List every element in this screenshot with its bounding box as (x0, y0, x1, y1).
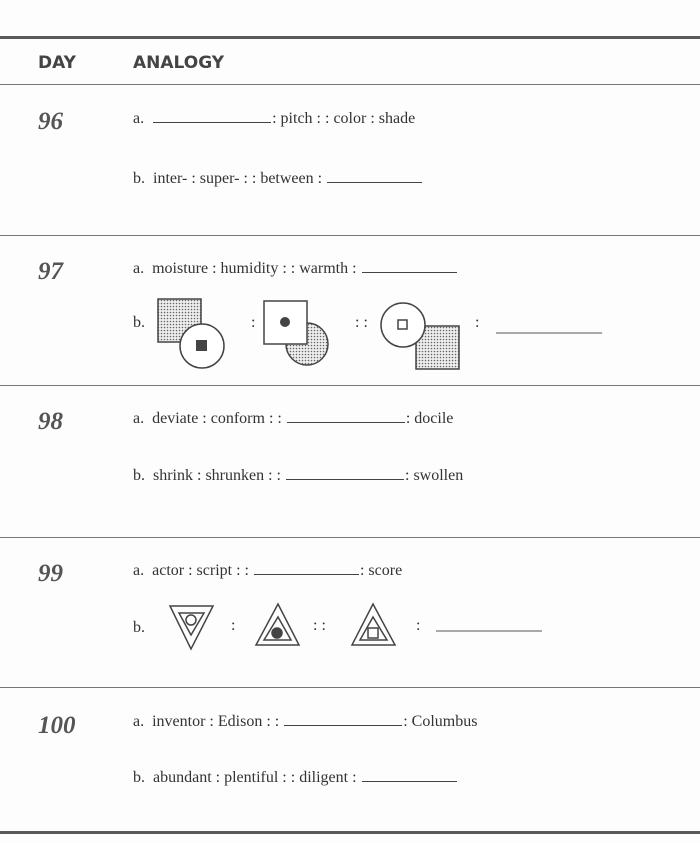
answer-blank[interactable] (327, 181, 422, 183)
figure-triangle-filled-dot (256, 604, 299, 645)
item-text-after: : swollen (405, 467, 464, 484)
shape-figures (133, 290, 613, 380)
item-label: a. (133, 110, 145, 127)
answer-blank[interactable] (153, 121, 271, 123)
figure-dotted-square-circle-filled-square (158, 299, 224, 368)
row-divider (0, 537, 700, 538)
item-text-before: abundant : plentiful : : diligent : (153, 769, 357, 786)
answer-blank[interactable] (284, 724, 402, 726)
item-label: b. (133, 314, 145, 331)
item-text-after: : score (359, 562, 403, 579)
analogy-item (133, 769, 458, 787)
item-text-after: : docile (405, 410, 454, 427)
analogy-item (133, 562, 402, 580)
analogy-item (133, 170, 423, 188)
item-text-before: inventor : Edison : : (152, 713, 280, 730)
answer-blank[interactable] (254, 573, 359, 575)
analogy-item (133, 467, 463, 485)
ratio-colon: : (416, 617, 421, 634)
item-label: b. (133, 170, 145, 187)
day-number: 97 (38, 258, 63, 285)
item-text-before: actor : script : : (152, 562, 249, 579)
item-text-after: : pitch : : color : shade (272, 110, 416, 127)
item-text-before: shrink : shrunken : : (153, 467, 281, 484)
analogy-item (133, 260, 458, 278)
answer-blank[interactable] (362, 780, 457, 782)
item-text-after: : Columbus (403, 713, 478, 730)
item-label: a. (133, 713, 145, 730)
day-number: 96 (38, 108, 63, 135)
day-number: 98 (38, 408, 63, 435)
answer-blank[interactable] (287, 421, 405, 423)
figure-analogy (133, 595, 553, 660)
day-number: 100 (38, 712, 76, 739)
analogy-item (133, 713, 477, 731)
answer-blank[interactable] (362, 271, 457, 273)
figure-circle-hollow-square-dotted-square (381, 303, 459, 369)
ratio-colon: : (475, 314, 480, 331)
shape-figures (133, 595, 553, 660)
analogy-item (133, 410, 453, 428)
header-day: DAY (38, 53, 76, 73)
row-divider (0, 687, 700, 688)
item-text-before: inter- : super- : : between : (153, 170, 323, 187)
ratio-double-colon: : : (313, 617, 326, 634)
figure-square-dot-dotted-circle (264, 301, 328, 365)
item-text-before: deviate : conform : : (152, 410, 282, 427)
item-label: b. (133, 467, 145, 484)
item-label: b. (133, 619, 145, 636)
ratio-colon: : (251, 314, 256, 331)
item-text-before: moisture : humidity : : warmth : (152, 260, 357, 277)
header-analogy: ANALOGY (133, 53, 225, 73)
bottom-rule (0, 831, 700, 834)
figure-triangle-hollow-square (352, 604, 395, 645)
item-label: a. (133, 260, 145, 277)
top-rule (0, 36, 700, 39)
figure-analogy (133, 290, 613, 380)
header-rule (0, 84, 700, 85)
item-label: b. (133, 769, 145, 786)
item-label: a. (133, 562, 145, 579)
row-divider (0, 385, 700, 386)
row-divider (0, 235, 700, 236)
figure-inverted-triangle-circle (170, 606, 213, 649)
answer-blank[interactable] (286, 478, 404, 480)
ratio-double-colon: : : (355, 314, 368, 331)
ratio-colon: : (231, 617, 236, 634)
analogy-item (133, 110, 415, 128)
item-label: a. (133, 410, 145, 427)
day-number: 99 (38, 560, 63, 587)
